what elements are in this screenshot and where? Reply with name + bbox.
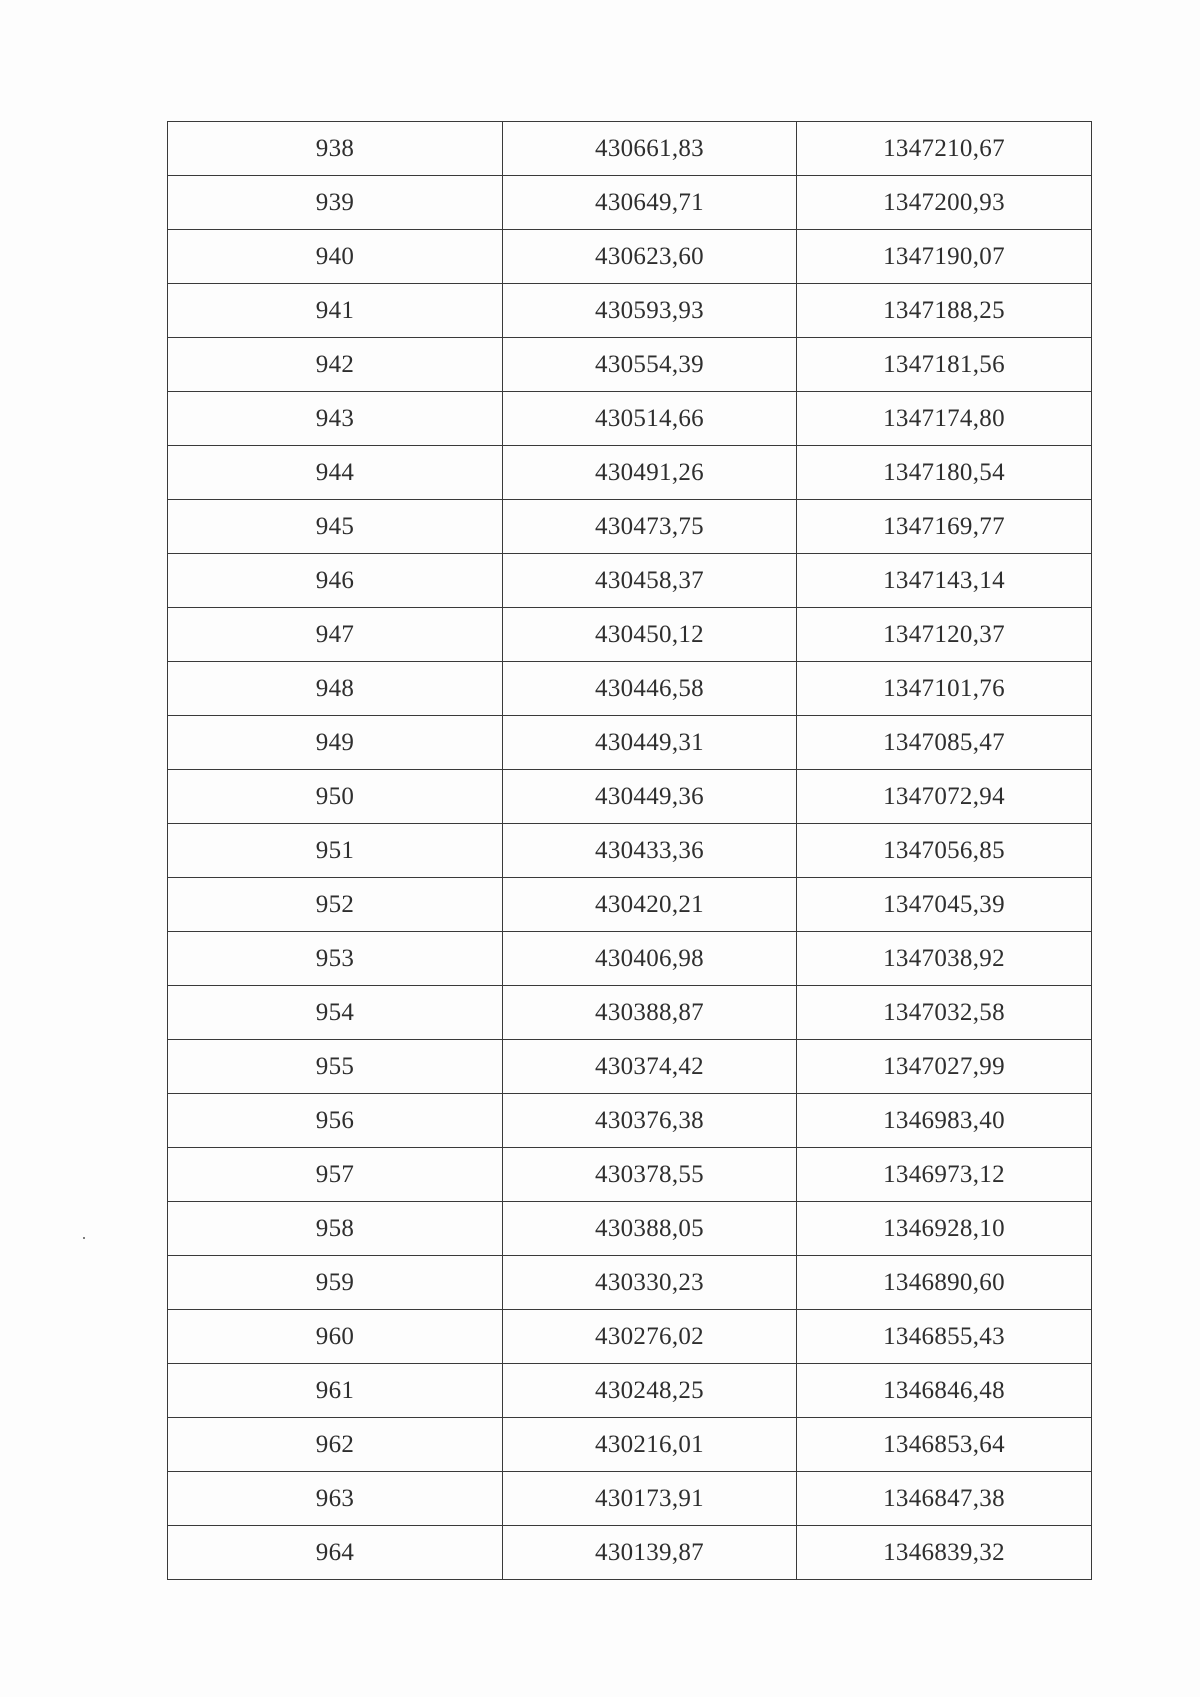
table-row <box>168 1148 1092 1202</box>
x-coordinate-cell: 430139,87 <box>503 1526 797 1580</box>
x-coordinate-cell: 430388,05 <box>503 1202 797 1256</box>
y-coordinate-cell: 1347120,37 <box>797 608 1092 662</box>
point-number-cell: 943 <box>168 392 503 446</box>
y-coordinate-cell: 1347045,39 <box>797 878 1092 932</box>
table-row <box>168 230 1092 284</box>
point-number-cell: 962 <box>168 1418 503 1472</box>
point-number-cell: 960 <box>168 1310 503 1364</box>
table-row <box>168 1202 1092 1256</box>
y-coordinate-cell: 1347032,58 <box>797 986 1092 1040</box>
x-coordinate-cell: 430173,91 <box>503 1472 797 1526</box>
table-row <box>168 986 1092 1040</box>
point-number-cell: 958 <box>168 1202 503 1256</box>
x-coordinate-cell: 430514,66 <box>503 392 797 446</box>
table-row <box>168 932 1092 986</box>
x-coordinate-cell: 430458,37 <box>503 554 797 608</box>
y-coordinate-cell: 1346973,12 <box>797 1148 1092 1202</box>
table-row <box>168 122 1092 176</box>
y-coordinate-cell: 1346853,64 <box>797 1418 1092 1472</box>
x-coordinate-cell: 430420,21 <box>503 878 797 932</box>
table-row <box>168 338 1092 392</box>
y-coordinate-cell: 1346890,60 <box>797 1256 1092 1310</box>
table-row <box>168 500 1092 554</box>
table-row <box>168 716 1092 770</box>
x-coordinate-cell: 430623,60 <box>503 230 797 284</box>
table-row <box>168 446 1092 500</box>
table-row <box>168 608 1092 662</box>
y-coordinate-cell: 1346839,32 <box>797 1526 1092 1580</box>
x-coordinate-cell: 430330,23 <box>503 1256 797 1310</box>
point-number-cell: 940 <box>168 230 503 284</box>
point-number-cell: 942 <box>168 338 503 392</box>
y-coordinate-cell: 1347169,77 <box>797 500 1092 554</box>
y-coordinate-cell: 1347200,93 <box>797 176 1092 230</box>
table-row <box>168 878 1092 932</box>
point-number-cell: 955 <box>168 1040 503 1094</box>
table-row <box>168 1526 1092 1580</box>
y-coordinate-cell: 1347056,85 <box>797 824 1092 878</box>
x-coordinate-cell: 430374,42 <box>503 1040 797 1094</box>
point-number-cell: 941 <box>168 284 503 338</box>
coordinates-table-body <box>168 122 1092 1580</box>
y-coordinate-cell: 1347210,67 <box>797 122 1092 176</box>
table-row <box>168 392 1092 446</box>
y-coordinate-cell: 1347038,92 <box>797 932 1092 986</box>
y-coordinate-cell: 1347101,76 <box>797 662 1092 716</box>
x-coordinate-cell: 430378,55 <box>503 1148 797 1202</box>
x-coordinate-cell: 430276,02 <box>503 1310 797 1364</box>
y-coordinate-cell: 1346847,38 <box>797 1472 1092 1526</box>
y-coordinate-cell: 1347174,80 <box>797 392 1092 446</box>
point-number-cell: 952 <box>168 878 503 932</box>
table-row <box>168 824 1092 878</box>
table-row <box>168 1040 1092 1094</box>
x-coordinate-cell: 430491,26 <box>503 446 797 500</box>
point-number-cell: 954 <box>168 986 503 1040</box>
point-number-cell: 948 <box>168 662 503 716</box>
point-number-cell: 950 <box>168 770 503 824</box>
y-coordinate-cell: 1346928,10 <box>797 1202 1092 1256</box>
point-number-cell: 947 <box>168 608 503 662</box>
y-coordinate-cell: 1346855,43 <box>797 1310 1092 1364</box>
x-coordinate-cell: 430593,93 <box>503 284 797 338</box>
x-coordinate-cell: 430450,12 <box>503 608 797 662</box>
y-coordinate-cell: 1347180,54 <box>797 446 1092 500</box>
y-coordinate-cell: 1347143,14 <box>797 554 1092 608</box>
point-number-cell: 949 <box>168 716 503 770</box>
table-row <box>168 176 1092 230</box>
point-number-cell: 959 <box>168 1256 503 1310</box>
x-coordinate-cell: 430649,71 <box>503 176 797 230</box>
y-coordinate-cell: 1347190,07 <box>797 230 1092 284</box>
point-number-cell: 953 <box>168 932 503 986</box>
table-row <box>168 1094 1092 1148</box>
y-coordinate-cell: 1347085,47 <box>797 716 1092 770</box>
y-coordinate-cell: 1346846,48 <box>797 1364 1092 1418</box>
x-coordinate-cell: 430661,83 <box>503 122 797 176</box>
scan-speck <box>83 1237 85 1239</box>
table-row <box>168 1256 1092 1310</box>
table-row <box>168 1310 1092 1364</box>
x-coordinate-cell: 430449,36 <box>503 770 797 824</box>
x-coordinate-cell: 430554,39 <box>503 338 797 392</box>
point-number-cell: 961 <box>168 1364 503 1418</box>
table-row <box>168 554 1092 608</box>
table-row <box>168 770 1092 824</box>
table-row <box>168 284 1092 338</box>
table-row <box>168 1472 1092 1526</box>
x-coordinate-cell: 430473,75 <box>503 500 797 554</box>
point-number-cell: 957 <box>168 1148 503 1202</box>
y-coordinate-cell: 1347188,25 <box>797 284 1092 338</box>
y-coordinate-cell: 1347027,99 <box>797 1040 1092 1094</box>
point-number-cell: 946 <box>168 554 503 608</box>
x-coordinate-cell: 430376,38 <box>503 1094 797 1148</box>
table-row <box>168 1364 1092 1418</box>
x-coordinate-cell: 430216,01 <box>503 1418 797 1472</box>
point-number-cell: 964 <box>168 1526 503 1580</box>
y-coordinate-cell: 1347181,56 <box>797 338 1092 392</box>
y-coordinate-cell: 1347072,94 <box>797 770 1092 824</box>
table-row <box>168 1418 1092 1472</box>
point-number-cell: 951 <box>168 824 503 878</box>
point-number-cell: 939 <box>168 176 503 230</box>
point-number-cell: 945 <box>168 500 503 554</box>
x-coordinate-cell: 430446,58 <box>503 662 797 716</box>
point-number-cell: 938 <box>168 122 503 176</box>
x-coordinate-cell: 430433,36 <box>503 824 797 878</box>
x-coordinate-cell: 430248,25 <box>503 1364 797 1418</box>
x-coordinate-cell: 430449,31 <box>503 716 797 770</box>
x-coordinate-cell: 430406,98 <box>503 932 797 986</box>
point-number-cell: 956 <box>168 1094 503 1148</box>
point-number-cell: 944 <box>168 446 503 500</box>
y-coordinate-cell: 1346983,40 <box>797 1094 1092 1148</box>
x-coordinate-cell: 430388,87 <box>503 986 797 1040</box>
point-number-cell: 963 <box>168 1472 503 1526</box>
table-row <box>168 662 1092 716</box>
coordinates-table <box>167 121 1092 1580</box>
